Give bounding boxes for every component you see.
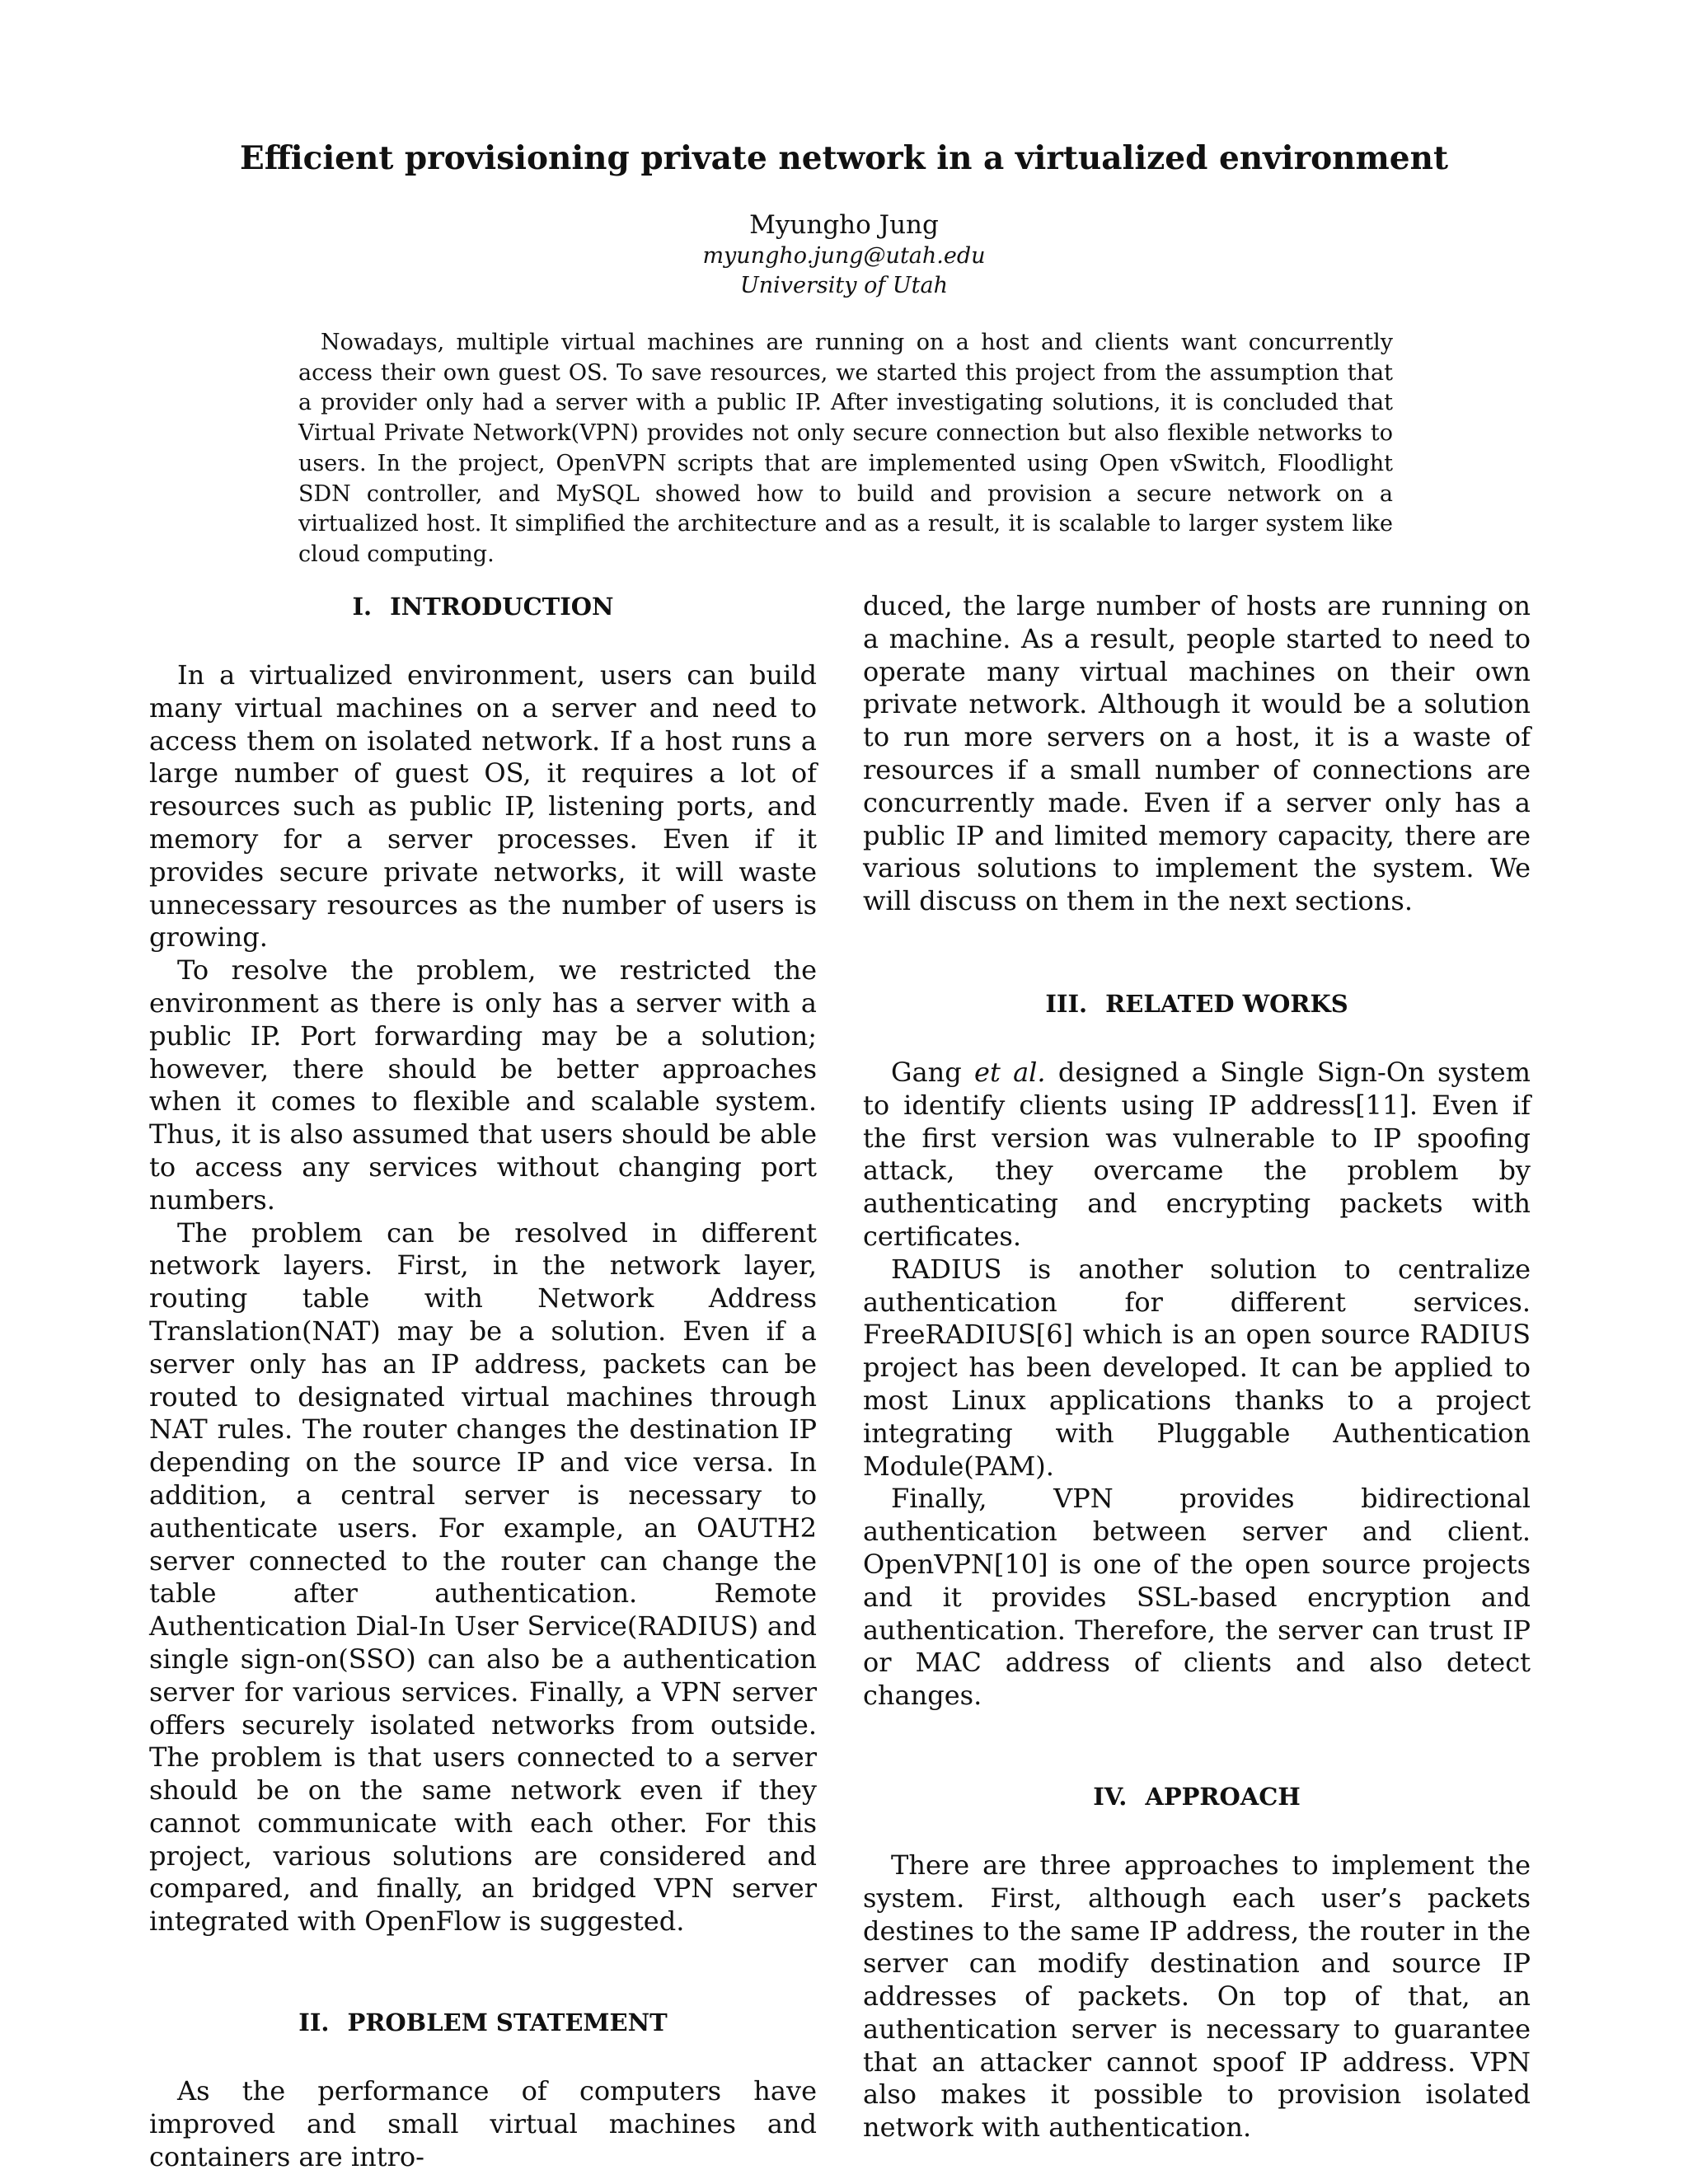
abstract-text: Nowadays, multiple virtual machines are running on a host and clients want concurrently access their own guest OS. To save resources, we started this project from the assumption that a provider only had a server with a public IP. After investigating solutions, it is concluded that Virtual Private Network(VPN) provides not only secure connection but also flexible networks to users. In the project, OpenVPN scripts that are implemented using Open vSwitch, Floodlight SDN controller, and MySQL showed how to build and provision a secure network on a virtualized host. It simplified the architecture and as a result, it is scalable to larger system like cloud computing. — [298, 330, 1393, 567]
section-number: IV. — [1093, 1782, 1128, 1811]
right-column — [863, 590, 1531, 2144]
author-email: myungho.jung@utah.edu — [702, 243, 986, 269]
section-number: II. — [298, 2008, 330, 2037]
section-title: APPROACH — [1145, 1782, 1301, 1811]
approach-paragraph-1: There are three approaches to implement the system. First, although each user’s packets destines to the same IP address, the router in the server can modify destination and source IP addresses of packets. On top of that, an authentication server is necessary to guarantee that an attacker cannot spoof IP address. VPN also makes it possible to provision isolated network with authentication. — [863, 1849, 1531, 2144]
related-p1-rest: designed a Single Sign-On system to identify clients using IP address[11]. Even if the first version was vulnerable to IP spoofing attack, they overcame the problem by authenticating and encrypting packets with certificates. — [863, 1056, 1531, 1252]
author-name: Myungho Jung — [749, 210, 939, 240]
abstract — [298, 328, 1393, 570]
intro-paragraph-3: The problem can be resolved in different network layers. First, in the network layer, routing table with Network Address Translation(NAT) may be a solution. Even if a server only has an IP address, packets can be routed to designated virtual machines through NAT rules. The router changes the destination IP depending on the source IP and vice versa. In addition, a central server is necessary to authenticate users. For example, an OAUTH2 server connected to the router can change the table after authentication. Remote Authentication Dial-In User Service(RADIUS) and single sign-on(SSO) can also be a authentication server for various services. Finally, a VPN server offers securely isolated networks from outside. The problem is that users connected to a server should be on the same network even if they cannot communicate with each other. For this project, various solutions are considered and compared, and finally, an bridged VPN server integrated with OpenFlow is suggested. — [149, 1216, 817, 1938]
author-block — [0, 209, 1688, 301]
section-heading-introduction — [149, 590, 817, 623]
related-p1-start: Gang — [891, 1056, 975, 1088]
section-heading-problem-statement — [149, 2006, 817, 2039]
related-paragraph-2: RADIUS is another solution to centralize authentication for different services. FreeRADIUS[6] which is an open source RADIUS project has been developed. It can be applied to most Linux applications thanks to a project integrating with Pluggable Authentication Module(PAM). — [863, 1253, 1531, 1482]
section-heading-related-works — [863, 987, 1531, 1020]
related-paragraph-1 — [863, 1057, 1531, 1254]
paper-title: Efficient provisioning private network in a virtualized environment — [240, 139, 1448, 177]
related-paragraph-3: Finally, VPN provides bidirectional authentication between server and client. OpenVPN[10] is one of the open source projects and it provides SSL-based encryption and authentication. Therefore, the server can trust IP or MAC address of clients and also detect changes. — [863, 1483, 1531, 1712]
left-column — [149, 590, 817, 2173]
intro-paragraph-1: In a virtualized environment, users can build many virtual machines on a server and need to access them on isolated network. If a host runs a large number of guest OS, it requires a lot of resources such as public IP, listening ports, and memory for a server processes. Even if it provides secure private networks, it will waste unnecessary resources as the number of users is growing. — [149, 659, 817, 954]
intro-paragraph-2: To resolve the problem, we restricted the environment as there is only has a server with a public IP. Port forwarding may be a solution; however, there should be better approaches when it comes to flexible and scalable system. Thus, it is also assumed that users should be able to access any services without changing port numbers. — [149, 954, 817, 1216]
section-title: INTRODUCTION — [390, 593, 614, 621]
author-affiliation: University of Utah — [739, 273, 949, 298]
section-title: PROBLEM STATEMENT — [347, 2008, 668, 2037]
problem-paragraph-1-continued: duced, the large number of hosts are running on a machine. As a result, people started to need to operate many virtual machines on their own private network. Although it would be a solution to run more servers on a host, it is a waste of resources if a small number of connections are concurrently made. Even if a server only has a public IP and limited memory capacity, there are various solutions to implement the system. We will discuss on them in the next sections. — [863, 590, 1531, 917]
section-title: RELATED WORKS — [1105, 989, 1348, 1018]
section-heading-approach — [863, 1780, 1531, 1813]
problem-paragraph-1-start: As the performance of computers have improved and small virtual machines and containers are intro- — [149, 2075, 817, 2172]
related-p1-etal: et al. — [974, 1056, 1046, 1088]
section-number: III. — [1045, 989, 1088, 1018]
section-number: I. — [352, 593, 373, 621]
